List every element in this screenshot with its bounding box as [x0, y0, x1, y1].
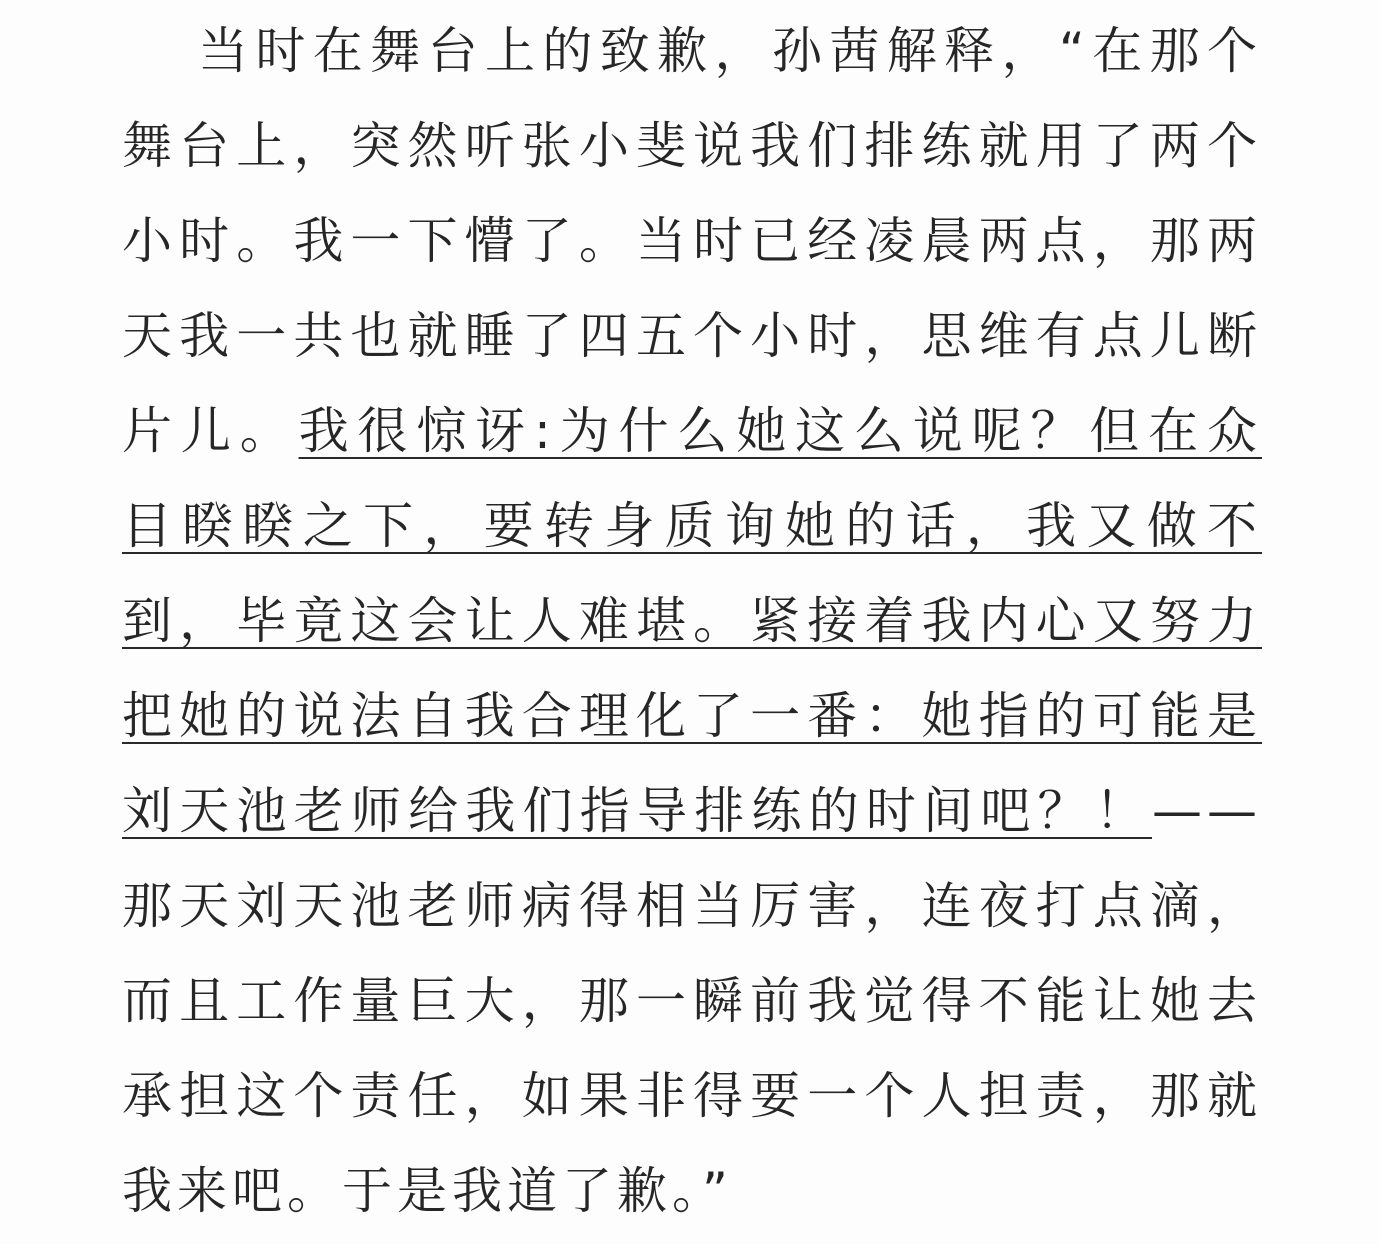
text-line-8 [122, 683, 1262, 778]
line-text: 小时。我一下懵了。当时已经凌晨两点，那两 [122, 212, 1262, 270]
line-text: 天我一共也就睡了四五个小时，思维有点儿断 [122, 307, 1262, 365]
text-line-10 [122, 873, 1262, 968]
text-line-11 [122, 968, 1262, 1063]
underlined-text: 我很惊讶:为什么她这么说呢？但在众 [298, 402, 1262, 460]
line-text: 而且工作量巨大，那一瞬前我觉得不能让她去 [122, 972, 1262, 1030]
document-body [122, 18, 1262, 1253]
underlined-text: 目睽睽之下，要转身质询她的话，我又做不 [122, 497, 1262, 555]
line-text: 我来吧。于是我道了歉。” [122, 1162, 733, 1220]
text-line-9 [122, 778, 1262, 873]
text-line-2 [122, 113, 1262, 208]
underlined-text: 到，毕竟这会让人难堪。紧接着我内心又努力 [122, 592, 1262, 650]
text-line-13 [122, 1158, 1262, 1253]
line-text: 那天刘天池老师病得相当厉害，连夜打点滴， [122, 877, 1262, 935]
line-text: 当时在舞台上的致歉，孙茜解释，“在那个 [198, 22, 1262, 80]
text-line-6 [122, 493, 1262, 588]
text-line-12 [122, 1063, 1262, 1158]
line-text: 片儿。 [122, 402, 299, 460]
line-text: 承担这个责任，如果非得要一个人担责，那就 [122, 1067, 1262, 1125]
text-line-1 [122, 18, 1262, 113]
text-line-7 [122, 588, 1262, 683]
text-line-4 [122, 303, 1262, 398]
line-text: —— [1152, 782, 1262, 840]
underlined-text: 把她的说法自我合理化了一番：她指的可能是 [122, 687, 1262, 745]
text-line-3 [122, 208, 1262, 303]
line-text: 舞台上，突然听张小斐说我们排练就用了两个 [122, 117, 1262, 175]
underlined-text: 刘天池老师给我们指导排练的时间吧？！ [122, 782, 1152, 840]
text-line-5 [122, 398, 1262, 493]
